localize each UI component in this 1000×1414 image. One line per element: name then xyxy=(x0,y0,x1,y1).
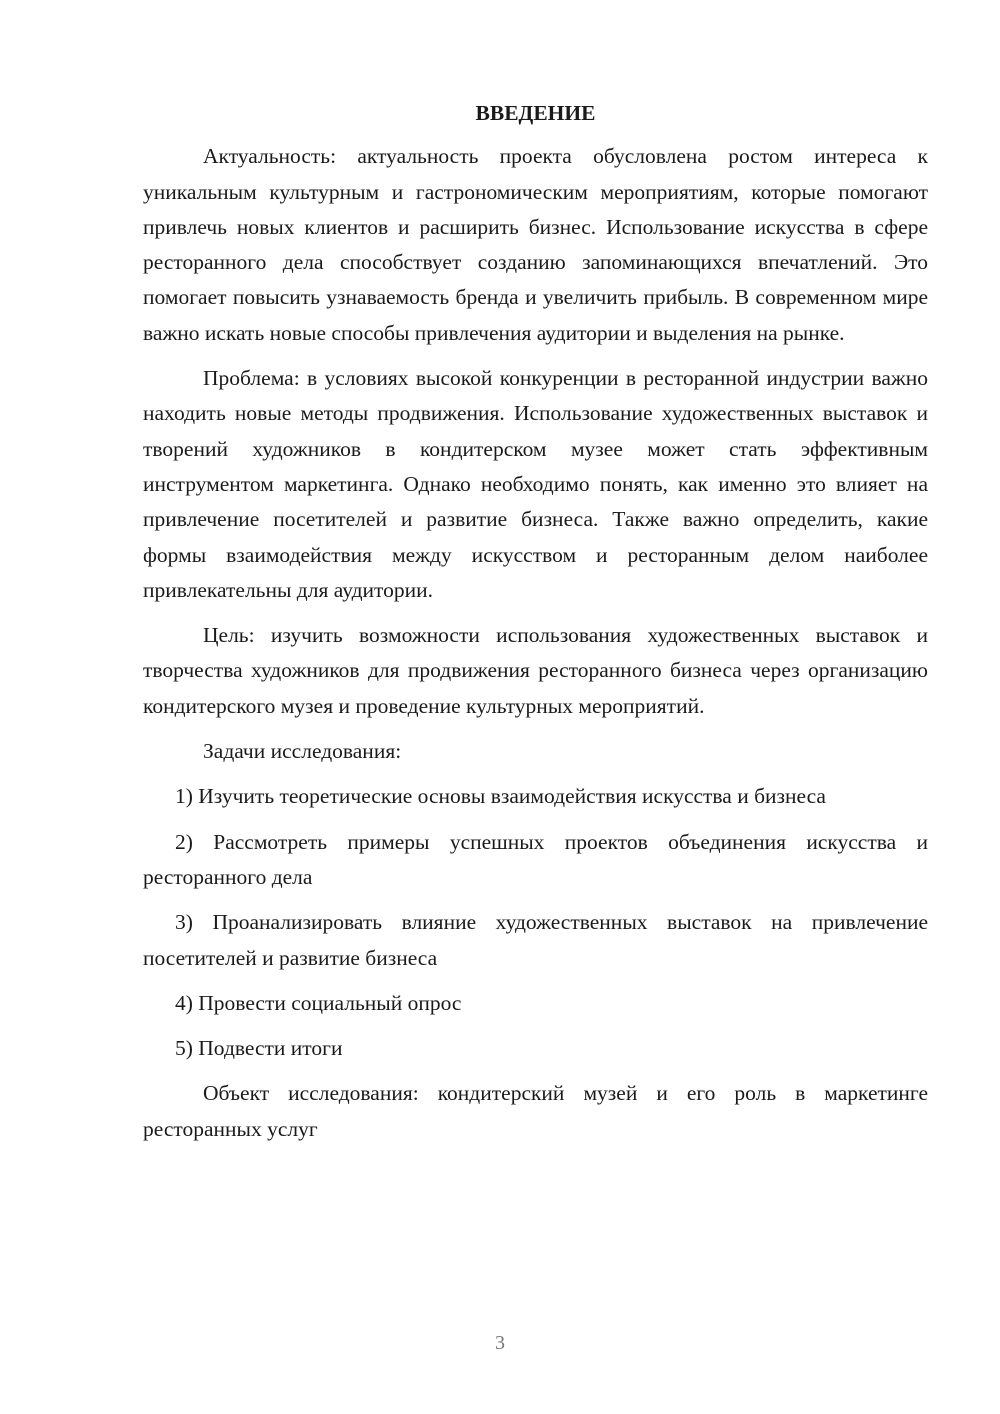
section-heading: ВВЕДЕНИЕ xyxy=(475,101,596,125)
page-number: 3 xyxy=(495,1332,505,1354)
task-item: 5) Подвести итоги xyxy=(175,1036,343,1061)
page-content xyxy=(143,96,928,1157)
task-item: 4) Провести социальный опрос xyxy=(175,990,462,1015)
task-item: 3) Проанализировать влияние художественных выставок на привлечение посетителей и развитие бизнеса xyxy=(143,910,928,970)
task-item: 2) Рассмотреть примеры успешных проектов объединения искусства и ресторанного дела xyxy=(143,829,928,889)
paragraph-problem: Проблема: в условиях высокой конкуренции в ресторанной индустрии важно находить новые методы продвижения. Использование художественных выставок и творений художников в кондитерском музее может стать эффективным инструментом маркетинга. Однако необходимо понять, как именно это влияет на привлечение посетителей и развитие бизнеса. Также важно определить, какие формы взаимодействия между искусством и ресторанным делом наиболее привлекательны для аудитории. xyxy=(143,366,928,602)
paragraph-goal: Цель: изучить возможности использования художественных выставок и творчества художников для продвижения ресторанного бизнеса через организацию кондитерского музея и проведение культурных мероприятий. xyxy=(143,623,928,718)
task-item: 1) Изучить теоретические основы взаимодействия искусства и бизнеса xyxy=(175,784,826,809)
paragraph-relevance: Актуальность: актуальность проекта обусловлена ростом интереса к уникальным культурным и гастрономическим мероприятиям, которые помогают привлечь новых клиентов и расширить бизнес. Использование искусства в сфере ресторанного дела способствует созданию запоминающихся впечатлений. Это помогает повысить узнаваемость бренда и увеличить прибыль. В современном мире важно искать новые способы привлечения аудитории и выделения на рынке. xyxy=(143,144,928,345)
paragraph-object: Объект исследования: кондитерский музей и его роль в маркетинге ресторанных услуг xyxy=(143,1081,928,1141)
tasks-heading: Задачи исследования: xyxy=(203,739,402,764)
